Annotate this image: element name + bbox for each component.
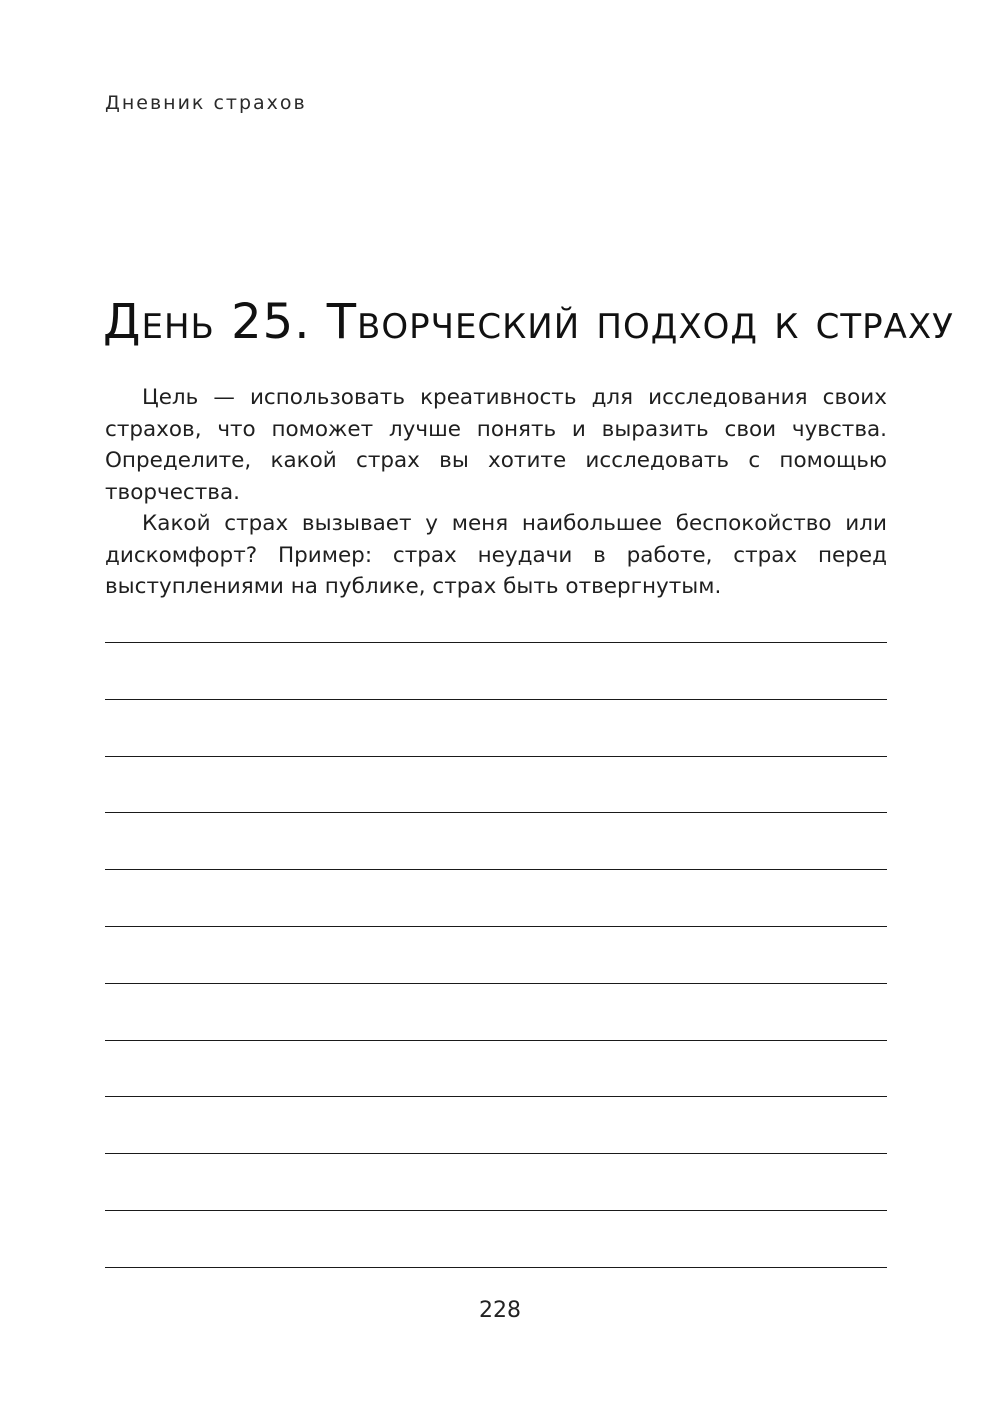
answer-line[interactable]	[105, 642, 887, 643]
answer-line[interactable]	[105, 699, 887, 700]
answer-line[interactable]	[105, 1267, 887, 1268]
running-header: Дневник страхов	[105, 92, 307, 114]
answer-line[interactable]	[105, 1153, 887, 1154]
answer-line[interactable]	[105, 926, 887, 927]
body-paragraph-question: Какой страх вызывает у меня наибольшее беспокойство или дискомфорт? Пример: страх неудачи в работе, страх перед выступлениями на публике, страх быть отвергнутым.	[105, 511, 887, 599]
chapter-title: День 25. Творческий подход к страху	[103, 294, 954, 350]
page-number: 228	[479, 1298, 521, 1323]
answer-line[interactable]	[105, 1210, 887, 1211]
answer-line[interactable]	[105, 869, 887, 870]
answer-line[interactable]	[105, 1040, 887, 1041]
body-paragraph-goal: Цель — использовать креативность для исследования своих страхов, что поможет лучше понять и выразить свои чувства. Определите, какой страх вы хотите исследовать с помощью творчества.	[105, 385, 887, 505]
answer-line[interactable]	[105, 1096, 887, 1097]
answer-line[interactable]	[105, 983, 887, 984]
answer-lines	[105, 0, 887, 1417]
answer-line[interactable]	[105, 812, 887, 813]
answer-line[interactable]	[105, 756, 887, 757]
